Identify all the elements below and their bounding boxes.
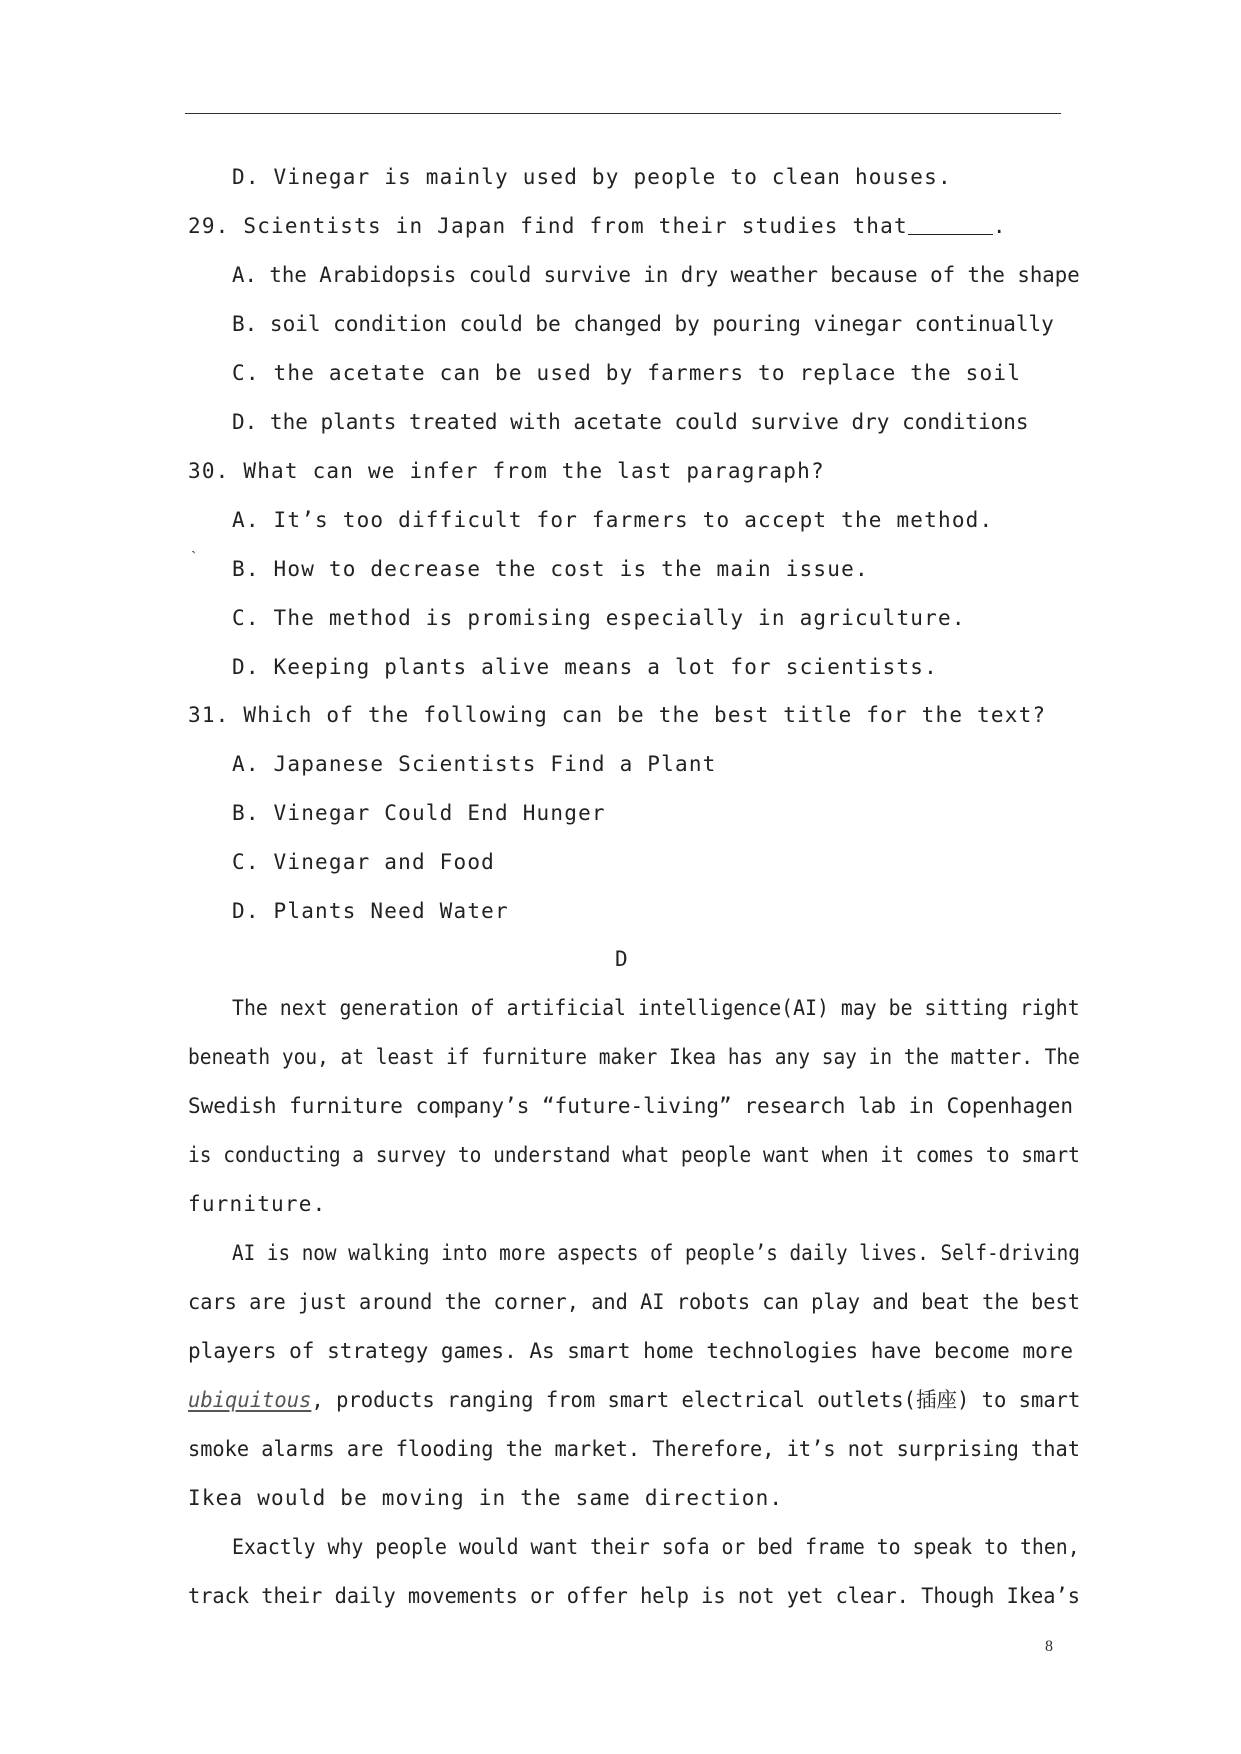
q30-option-b: B. How to decrease the cost is the main issue. <box>232 557 869 581</box>
q29-option-b: B. soil condition could be changed by pouring vinegar continually <box>232 312 1054 336</box>
underlined-word: ubiquitous <box>188 1388 312 1412</box>
header-rule <box>185 113 1061 114</box>
paragraph-line <box>188 1387 1080 1413</box>
q28-option-d: D. Vinegar is mainly used by people to clean houses. <box>232 165 952 189</box>
paragraph-line: Ikea would be moving in the same direction. <box>188 1486 784 1510</box>
q31-option-c: C. Vinegar and Food <box>232 850 496 874</box>
q30-option-c: C. The method is promising especially in agriculture. <box>232 606 966 630</box>
section-heading: D <box>615 947 628 971</box>
q29-stem <box>188 213 1007 239</box>
paragraph-line: track their daily movements or offer help is not yet clear. Though Ikea’s <box>188 1584 1080 1608</box>
q31-option-b: B. Vinegar Could End Hunger <box>232 801 606 825</box>
paragraph-line: smoke alarms are flooding the market. Therefore, it’s not surprising that <box>188 1437 1080 1461</box>
paragraph-line: furniture. <box>188 1192 327 1216</box>
paragraph-line: players of strategy games. As smart home technologies have become more <box>188 1339 1074 1363</box>
page-number: 8 <box>1045 1638 1053 1655</box>
answer-blank <box>908 214 993 235</box>
paragraph-line: Exactly why people would want their sofa or bed frame to speak to then, <box>232 1535 1080 1559</box>
paragraph-line: cars are just around the corner, and AI robots can play and beat the best <box>188 1290 1080 1314</box>
q29-stem-text: 29. Scientists in Japan find from their studies that <box>188 214 908 238</box>
paragraph-line: beneath you, at least if furniture maker Ikea has any say in the matter. The <box>188 1045 1080 1069</box>
q29-option-c: C. the acetate can be used by farmers to replace the soil <box>232 361 1022 385</box>
q31-option-d: D. Plants Need Water <box>232 899 509 923</box>
q31-stem: 31. Which of the following can be the best title for the text? <box>188 703 1047 727</box>
q31-option-a: A. Japanese Scientists Find a Plant <box>232 752 717 776</box>
stray-mark: ` <box>191 549 197 566</box>
paragraph-line-rest: , products ranging from smart electrical outlets(插座) to smart <box>311 1388 1081 1412</box>
q29-stem-end: . <box>992 214 1007 238</box>
paragraph-line: Swedish furniture company’s “future-living” research lab in Copenhagen <box>188 1094 1074 1118</box>
q29-option-a: A. the Arabidopsis could survive in dry weather because of the shape <box>232 263 1080 287</box>
paragraph-line: is conducting a survey to understand what people want when it comes to smart <box>188 1143 1080 1167</box>
q30-option-d: D. Keeping plants alive means a lot for scientists. <box>232 655 938 679</box>
paragraph-line: The next generation of artificial intelligence(AI) may be sitting right <box>232 996 1080 1020</box>
q30-option-a: A. It’s too difficult for farmers to accept the method. <box>232 508 994 532</box>
q30-stem: 30. What can we infer from the last paragraph? <box>188 459 825 483</box>
paragraph-line: AI is now walking into more aspects of people’s daily lives. Self-driving <box>232 1241 1080 1265</box>
q29-option-d: D. the plants treated with acetate could survive dry conditions <box>232 410 1029 434</box>
